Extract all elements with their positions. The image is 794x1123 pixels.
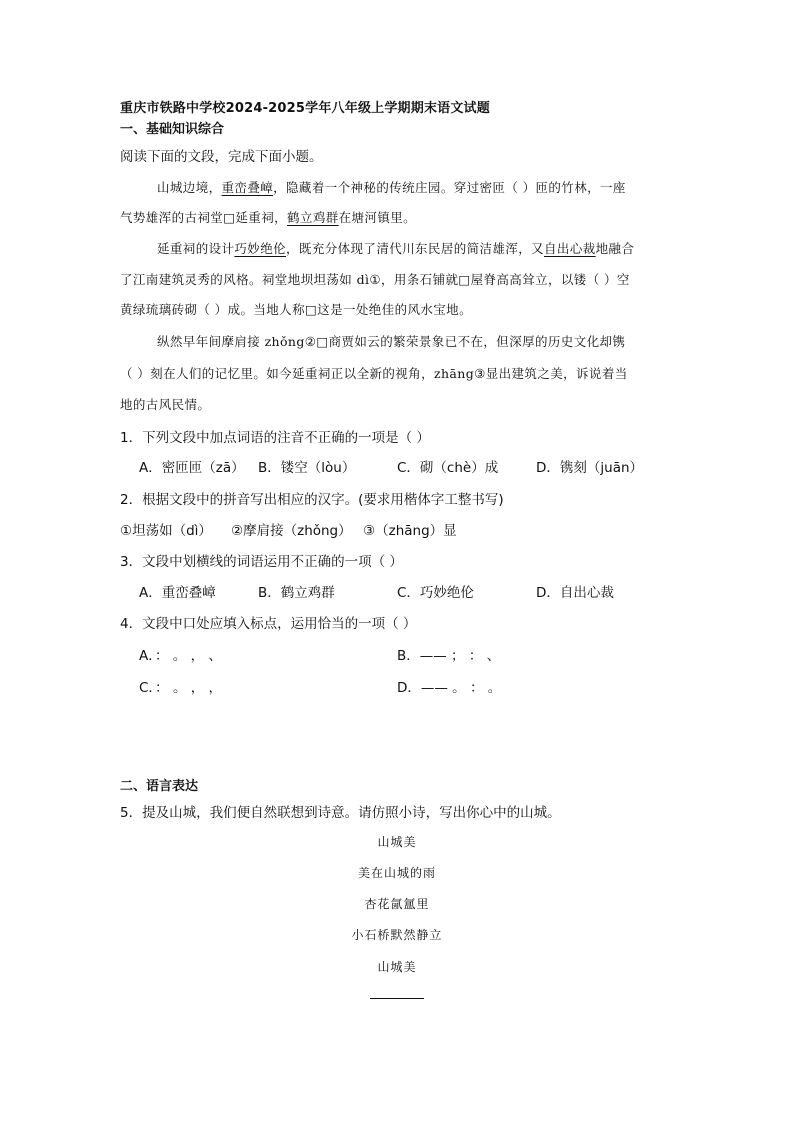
option-a: A．重峦叠嶂 (139, 585, 216, 601)
pinyin-item-2: ②摩肩接（zhǒng） (231, 523, 352, 539)
option-b: B．—— ； ： 、 (397, 648, 501, 664)
option-b: B．鹤立鸡群 (258, 585, 335, 601)
passage-text: 延重祠的设计 (157, 241, 235, 256)
answer-blank[interactable] (370, 998, 424, 999)
poem-line: 杏花氤氲里 (364, 897, 430, 911)
question-4: 4．文段中口处应填入标点，运用恰当的一项（ ） (120, 616, 417, 632)
reading-instruction: 阅读下面的文段，完成下面小题。 (120, 149, 323, 165)
question-5: 5．提及山城，我们便自然联想到诗意。请仿照小诗，写出你心中的山城。 (120, 805, 561, 821)
option-d: D．自出心裁 (536, 585, 614, 601)
option-c: C．巧妙绝伦 (397, 585, 474, 601)
question-3: 3．文段中划横线的词语运用不正确的一项（ ） (120, 554, 403, 570)
option-d: D．镌刻（juān） (536, 460, 644, 476)
underlined-phrase: 鹤立鸡群 (287, 210, 339, 225)
section-heading-basics: 一、基础知识综合 (120, 122, 225, 137)
page-title: 重庆市铁路中学校2024-2025学年八年级上学期期末语文试题 (120, 101, 490, 116)
poem-line: 小石桥默然静立 (351, 928, 443, 942)
poem-line: 美在山城的雨 (357, 866, 436, 880)
option-c: C．砌（chè）成 (397, 460, 499, 476)
passage-line (120, 208, 416, 226)
passage-line (157, 239, 634, 257)
option-a: A．密匝匝（zā） (139, 460, 245, 476)
poem-line: 山城美 (377, 835, 417, 849)
passage-text: ，隐藏着一个神秘的传统庄园。穿过密匝（ ）匝的竹林，一座 (273, 180, 626, 195)
option-c: C．： 。 ， ， (139, 680, 223, 696)
option-b: B．镂空（lòu） (258, 460, 356, 476)
question-1: 1．下列文段中加点词语的注音不正确的一项是（ ） (120, 430, 430, 446)
underlined-phrase: 巧妙绝伦 (234, 241, 287, 256)
option-d: D．—— 。 ： 。 (397, 680, 502, 696)
question-2: 2．根据文段中的拼音写出相应的汉字。(要求用楷体字工整书写) (120, 492, 504, 508)
pinyin-item-1: ①坦荡如（dì） (120, 523, 212, 539)
underlined-phrase: 重峦叠嶂 (221, 180, 274, 195)
passage-text: 山城边境， (157, 180, 222, 195)
passage-text: 气势雄浑的古祠堂□延重祠， (120, 210, 288, 225)
underlined-phrase: 自出心裁 (544, 241, 596, 256)
passage-text: ，既充分体现了清代川东民居的简洁雄浑，又 (286, 241, 545, 256)
passage-line (157, 178, 626, 196)
passage-line: 黄绿琉璃砖砌（ ）成。当地人称□这是一处绝佳的风水宝地。 (120, 302, 472, 317)
section-heading-expression: 二、语言表达 (120, 779, 199, 794)
pinyin-item-3: ③（zhāng）显 (363, 523, 457, 539)
passage-text: 在塘河镇里。 (338, 210, 417, 225)
poem-line: 山城美 (377, 960, 417, 974)
passage-text: 地融合 (595, 241, 635, 256)
passage-line: （ ）刻在人们的记忆里。如今延重祠正以全新的视角，zhāng③显出建筑之美，诉说着当 (120, 366, 628, 381)
passage-line: 了江南建筑灵秀的风格。祠堂地坝坦荡如 dì①，用条石铺就□屋脊高高耸立，以镂（ ）空 (120, 272, 630, 287)
passage-line: 纵然早年间摩肩接 zhǒng②□商贾如云的繁荣景象已不在，但深厚的历史文化却镌 (157, 334, 626, 349)
passage-line: 地的古风民情。 (120, 397, 211, 412)
option-a: A．： 。 ， 、 (139, 648, 222, 664)
